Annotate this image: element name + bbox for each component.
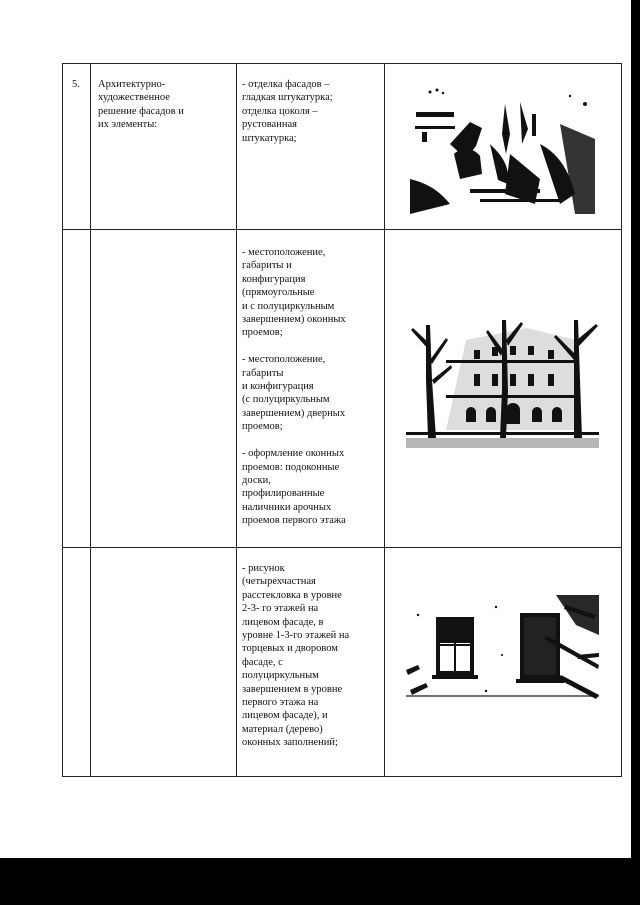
window-fillings-photo: [406, 595, 599, 713]
facade-finishing-photo: [410, 84, 595, 214]
col-divider-3: [384, 63, 385, 777]
building-facade-photo: [406, 320, 599, 448]
row-divider-1: [62, 229, 622, 230]
table-border-bottom: [62, 776, 622, 777]
table-border-right: [621, 63, 622, 777]
element-description: - отделка фасадов – гладкая штукатурка; отделка цоколя – рустованная штукатурка;: [242, 79, 333, 144]
table-border-left: [62, 63, 63, 777]
row-number: 5.: [72, 79, 80, 90]
col-divider-1: [90, 63, 91, 777]
scan-border-right: [631, 0, 640, 905]
element-description: - местоположение, габариты и конфигурация (прямоугольные и с полуциркульным завершением) оконных проемов; - местоположение, габариты и конфигурация (с полуциркульным завершением) дверных проемов; - оформление оконных проемов: подоконные доски, профилированные наличники арочных проемов первого этажа: [242, 247, 346, 527]
element-name: Архитектурно- художественное решение фасадов и их элементы:: [98, 79, 184, 131]
scan-border-bottom: [0, 858, 640, 905]
col-divider-2: [236, 63, 237, 777]
table-border-top: [62, 63, 622, 64]
row-divider-2: [62, 547, 622, 548]
element-description: - рисунок (четырехчастная расстекловка в уровне 2-3- го этажей на лицевом фасаде, в уровне 1-3-го этажей на торцевых и дворовом фасаде, с полуциркульным завершением в уровне первого этажа на лицевом фасаде), и материал (дерево) оконных заполнений;: [242, 563, 350, 749]
